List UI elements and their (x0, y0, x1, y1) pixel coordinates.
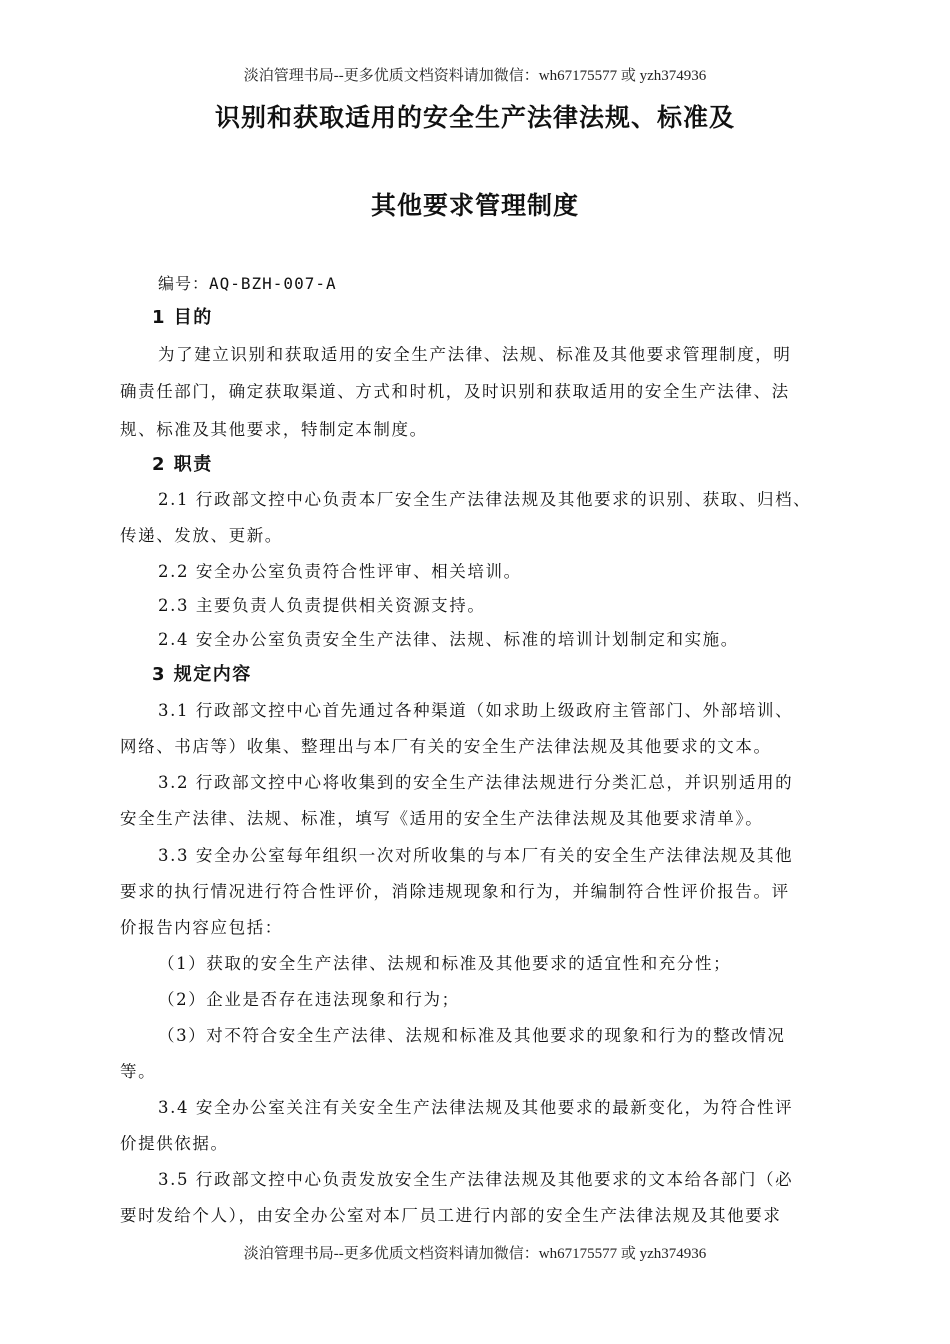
section-3-line: （3）对不符合安全生产法律、法规和标准及其他要求的现象和行为的整改情况 (158, 1026, 786, 1045)
section-3-line: 等。 (120, 1062, 157, 1081)
footer-watermark-note: 淡泊管理书局--更多优质文档资料请加微信：wh67175577 或 yzh374936 (243, 1246, 707, 1262)
section-3-line: 3.1 行政部文控中心首先通过各种渠道（如求助上级政府主管部门、外部培训、 (158, 701, 794, 720)
section-2-line: 2.1 行政部文控中心负责本厂安全生产法律法规及其他要求的识别、获取、归档、 (158, 490, 812, 509)
section-3-line: 3.4 安全办公室关注有关安全生产法律法规及其他要求的最新变化，为符合性评 (158, 1098, 794, 1117)
section-1-line: 规、标准及其他要求，特制定本制度。 (120, 420, 428, 439)
section-3-line: 3.5 行政部文控中心负责发放安全生产法律法规及其他要求的文本给各部门（必 (158, 1170, 794, 1189)
section-3-line: 3.3 安全办公室每年组织一次对所收集的与本厂有关的安全生产法律法规及其他 (158, 846, 794, 865)
section-1-line: 确责任部门，确定获取渠道、方式和时机，及时识别和获取适用的安全生产法律、法 (120, 382, 790, 401)
section-3-line: 要时发给个人），由安全办公室对本厂员工进行内部的安全生产法律法规及其他要求 (120, 1206, 782, 1225)
header-watermark-note: 淡泊管理书局--更多优质文档资料请加微信：wh67175577 或 yzh374936 (243, 68, 707, 84)
section-1-line: 为了建立识别和获取适用的安全生产法律、法规、标准及其他要求管理制度，明 (158, 345, 792, 364)
section-3-line: 安全生产法律、法规、标准，填写《适用的安全生产法律法规及其他要求清单》。 (120, 809, 764, 828)
section-2-line: 2.3 主要负责人负责提供相关资源支持。 (158, 596, 486, 615)
section-3-line: 网络、书店等）收集、整理出与本厂有关的安全生产法律法规及其他要求的文本。 (120, 737, 772, 756)
section-2-line: 2.2 安全办公室负责符合性评审、相关培训。 (158, 562, 522, 581)
section-2-heading: 2 职责 (152, 454, 213, 475)
document-number: 编号：AQ-BZH-007-A (158, 274, 337, 293)
section-3-line: 价报告内容应包括： (120, 918, 283, 937)
section-3-line: 3.2 行政部文控中心将收集到的安全生产法律法规进行分类汇总，并识别适用的 (158, 773, 794, 792)
section-2-line: 传递、发放、更新。 (120, 526, 283, 545)
section-2-line: 2.4 安全办公室负责安全生产法律、法规、标准的培训计划制定和实施。 (158, 630, 739, 649)
section-3-line: 价提供依据。 (120, 1134, 229, 1153)
document-title-line-1: 识别和获取适用的安全生产法律法规、标准及 (214, 103, 735, 132)
section-3-line: （1）获取的安全生产法律、法规和标准及其他要求的适宜性和充分性； (158, 954, 732, 973)
section-1-heading: 1 目的 (152, 307, 213, 328)
document-title-line-2: 其他要求管理制度 (370, 191, 579, 220)
section-3-line: 要求的执行情况进行符合性评价，消除违规现象和行为，并编制符合性评价报告。评 (120, 882, 790, 901)
section-3-heading: 3 规定内容 (152, 664, 252, 685)
section-3-line: （2）企业是否存在违法现象和行为； (158, 990, 460, 1009)
